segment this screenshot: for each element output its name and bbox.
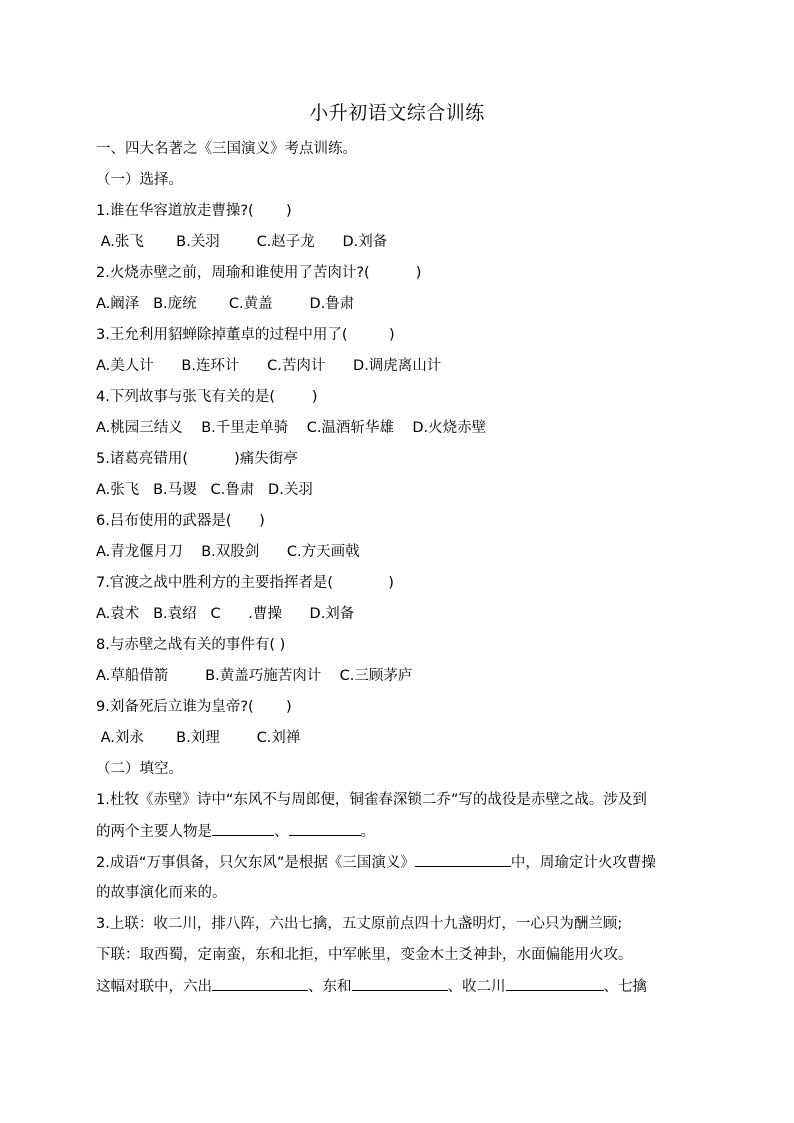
question-2: 2.火烧赤壁之前，周瑜和谁使用了苦肉计?( ) — [96, 265, 422, 281]
answer-blank[interactable] — [506, 976, 604, 991]
fill-3-text-a: 这幅对联中，六出 — [96, 979, 212, 995]
fill-3-line-1: 3.上联：收二川，排八阵，六出七擒，五丈原前点四十九盏明灯，一心只为酬兰顾; — [96, 916, 623, 932]
question-4: 4.下列故事与张飞有关的是( ) — [96, 389, 318, 405]
fill-1-line-1: 1.杜牧《赤壁》诗中“东风不与周郎便，铜雀春深锁二乔”写的战役是赤壁之战。涉及到 — [96, 792, 647, 808]
fill-3-line-3 — [96, 976, 647, 996]
fill-3-text-d: 、七擒 — [603, 979, 647, 995]
question-9: 9.刘备死后立谁为皇帝?( ) — [96, 699, 292, 715]
question-7: 7.官渡之战中胜利方的主要指挥者是( ) — [96, 575, 394, 591]
question-5: 5.诸葛亮错用( )痛失街亭 — [96, 451, 298, 467]
part-heading-choice: （一）选择。 — [96, 172, 183, 188]
question-7-options: A.袁术 B.袁绍 C .曹操 D.刘备 — [96, 606, 355, 622]
question-5-options: A.张飞 B.马谡 C.鲁肃 D.关羽 — [96, 482, 313, 498]
question-8-options: A.草船借箭 B.黄盖巧施苦肉计 C.三顾茅庐 — [96, 668, 413, 684]
fill-1-separator: 、 — [274, 824, 289, 840]
fill-3-text-b: 、东和 — [308, 979, 352, 995]
fill-2-text-b: 中，周瑜定计火攻曹操 — [510, 855, 656, 871]
answer-blank[interactable] — [352, 976, 448, 991]
section-heading: 一、四大名著之《三国演义》考点训练。 — [96, 141, 357, 157]
fill-1-text: 的两个主要人物是 — [96, 824, 212, 840]
fill-2-text-a: 2.成语“万事俱备，只欠东风”是根据《三国演义》 — [96, 855, 415, 871]
answer-blank[interactable] — [415, 852, 511, 867]
fill-2-line-2: 的故事演化而来的。 — [96, 885, 227, 901]
question-9-options: A.刘永 B.刘理 C.刘禅 — [96, 730, 301, 746]
fill-3-line-2: 下联：取西蜀，定南蛮，东和北拒，中军帐里，变金木土爻神卦，水面偏能用火攻。 — [96, 947, 633, 963]
question-4-options: A.桃园三结义 B.千里走单骑 C.温酒斩华雄 D.火烧赤壁 — [96, 420, 487, 436]
question-6-options: A.青龙偃月刀 B.双股剑 C.方天画戟 — [96, 544, 360, 560]
page-title: 小升初语文综合训练 — [309, 102, 485, 124]
answer-blank[interactable] — [212, 976, 308, 991]
question-1-options: A.张飞 B.关羽 C.赵子龙 D.刘备 — [96, 234, 388, 250]
question-3: 3.王允利用貂蝉除掉董卓的过程中用了( ) — [96, 327, 395, 343]
question-3-options: A.美人计 B.连环计 C.苦肉计 D.调虎离山计 — [96, 358, 442, 374]
fill-2-line-1 — [96, 852, 656, 872]
part-heading-fill: （二）填空。 — [96, 761, 183, 777]
question-2-options: A.阚泽 B.庞统 C.黄盖 D.鲁肃 — [96, 296, 355, 312]
question-1: 1.谁在华容道放走曹操?( ) — [96, 203, 292, 219]
fill-1-end: 。 — [360, 824, 375, 840]
answer-blank[interactable] — [212, 821, 274, 836]
fill-3-text-c: 、收二川 — [447, 979, 506, 995]
fill-1-line-2 — [96, 821, 375, 841]
question-8: 8.与赤壁之战有关的事件有( ) — [96, 637, 286, 653]
question-6: 6.吕布使用的武器是( ) — [96, 513, 265, 529]
answer-blank[interactable] — [289, 821, 361, 836]
